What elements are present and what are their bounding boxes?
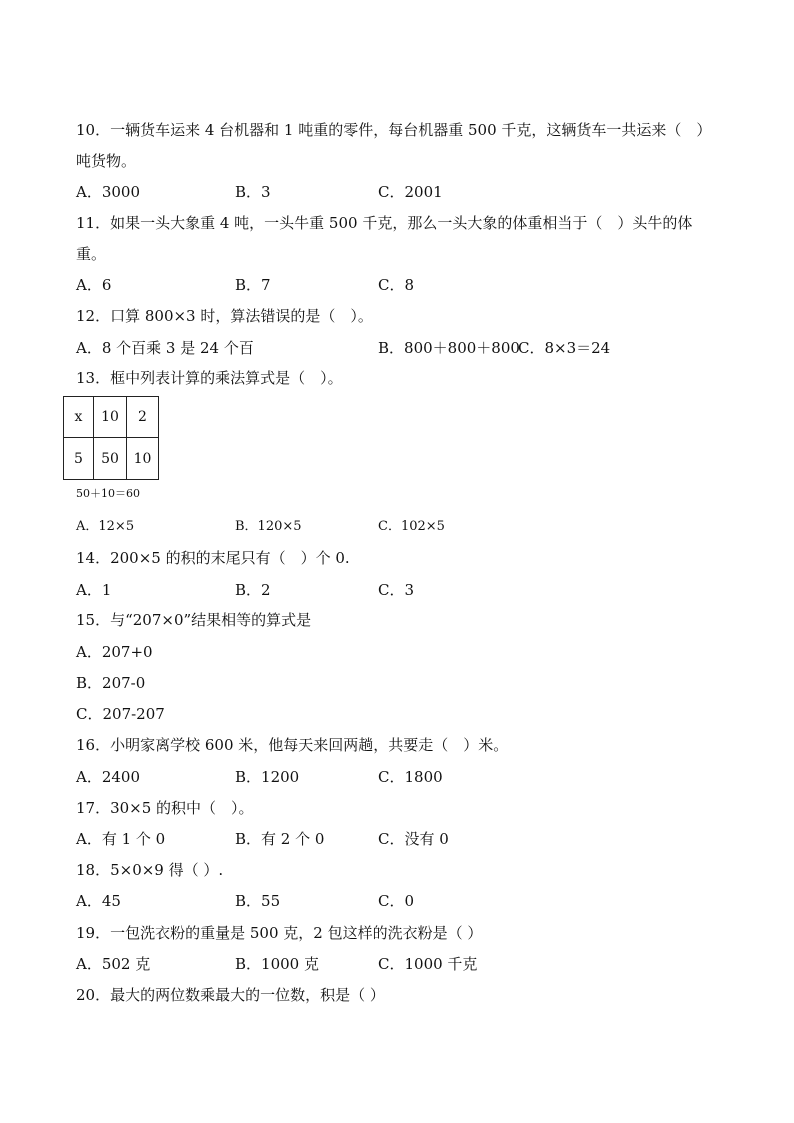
question-13-sum-note: 50＋10＝60 — [76, 487, 140, 500]
question-11-text: 11．如果一头大象重 4 吨，一头牛重 500 千克，那么一头大象的体重相当于（ ）头牛的体 — [76, 214, 693, 232]
table-cell: 10 — [94, 397, 127, 438]
question-17-option-a: A．有 1 个 0 — [76, 830, 166, 848]
question-12-option-b: B．800＋800＋800 — [378, 339, 520, 357]
question-13-option-c: C．102×5 — [378, 519, 445, 534]
question-17-option-b: B．有 2 个 0 — [235, 830, 325, 848]
question-12-option-a: A．8 个百乘 3 是 24 个百 — [76, 339, 254, 357]
question-10-option-b: B．3 — [235, 183, 271, 201]
table-cell: 50 — [94, 438, 127, 480]
question-17-text: 17．30×5 的积中（ ）。 — [76, 799, 254, 817]
question-19-option-a: A．502 克 — [76, 955, 151, 973]
question-19-text: 19．一包洗衣粉的重量是 500 克，2 包这样的洗衣粉是（ ） — [76, 924, 483, 942]
question-13-option-a: A．12×5 — [76, 519, 135, 534]
question-11-text-cont: 重。 — [76, 245, 107, 263]
question-11-option-c: C．8 — [378, 276, 415, 294]
table-cell: 2 — [127, 397, 159, 438]
table-row — [64, 397, 159, 438]
table-cell: 10 — [127, 438, 159, 480]
question-11-option-a: A．6 — [76, 276, 112, 294]
question-14-option-a: A．1 — [76, 581, 112, 599]
question-12-text: 12．口算 800×3 时，算法错误的是（ ）。 — [76, 307, 373, 325]
question-13-option-b: B．120×5 — [235, 519, 302, 534]
question-14-text: 14．200×5 的积的末尾只有（ ）个 0. — [76, 549, 350, 567]
table-cell: x — [64, 397, 94, 438]
question-12-option-c: C．8×3＝24 — [518, 339, 611, 357]
question-11-option-b: B．7 — [235, 276, 271, 294]
question-20-text: 20．最大的两位数乘最大的一位数，积是（ ） — [76, 986, 385, 1004]
question-16-option-a: A．2400 — [76, 768, 141, 786]
question-15-text: 15．与“207×0”结果相等的算式是 — [76, 611, 312, 629]
question-19-option-b: B．1000 克 — [235, 955, 319, 973]
question-19-option-c: C．1000 千克 — [378, 955, 478, 973]
table-cell: 5 — [64, 438, 94, 480]
question-15-option-a: A．207+0 — [76, 643, 153, 661]
question-10-text: 10．一辆货车运来 4 台机器和 1 吨重的零件，每台机器重 500 千克，这辆货车一共运来（ ） — [76, 121, 712, 139]
question-10-option-a: A．3000 — [76, 183, 141, 201]
question-18-text: 18．5×0×9 得（ ）. — [76, 861, 224, 879]
multiplication-grid-table — [63, 396, 159, 480]
question-16-option-b: B．1200 — [235, 768, 300, 786]
question-15-option-c: C．207-207 — [76, 705, 165, 723]
question-16-option-c: C．1800 — [378, 768, 443, 786]
table-row — [64, 438, 159, 480]
question-17-option-c: C．没有 0 — [378, 830, 449, 848]
question-18-option-a: A．45 — [76, 892, 121, 910]
question-18-option-c: C．0 — [378, 892, 415, 910]
question-14-option-c: C．3 — [378, 581, 415, 599]
question-16-text: 16．小明家离学校 600 米，他每天来回两趟，共要走（ ）米。 — [76, 736, 509, 754]
question-10-option-c: C．2001 — [378, 183, 443, 201]
question-13-text: 13．框中列表计算的乘法算式是（ ）。 — [76, 369, 343, 387]
question-18-option-b: B．55 — [235, 892, 281, 910]
question-15-option-b: B．207-0 — [76, 674, 146, 692]
question-14-option-b: B．2 — [235, 581, 271, 599]
question-10-text-cont: 吨货物。 — [76, 152, 137, 170]
